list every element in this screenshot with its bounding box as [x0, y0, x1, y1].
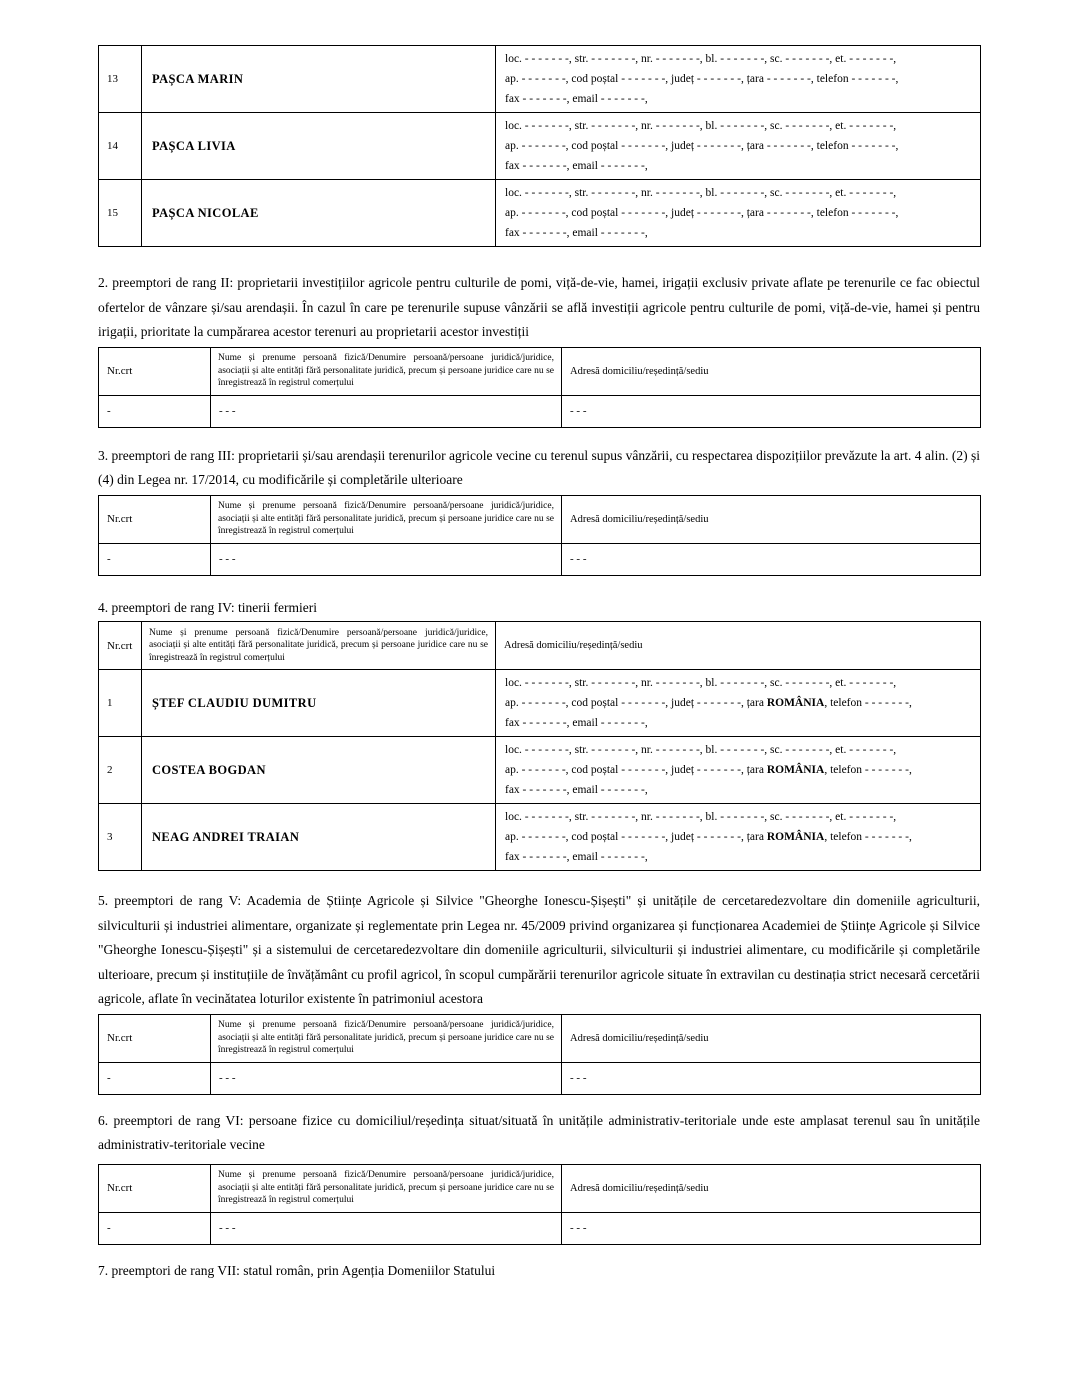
empty-row [99, 395, 981, 427]
address-line-2: ap. - - - - - - -, cod poștal - - - - - - -, județ - - - - - - -, țara ROMÂNIA, telefon - - - - - - -, [505, 831, 912, 843]
name-cell: - - - [211, 395, 562, 427]
address-line-1: loc. - - - - - - -, str. - - - - - - -, nr. - - - - - - -, bl. - - - - - - -, sc. - - - - - - -, et. - - - - - - -, [505, 744, 897, 756]
nr-header-cell: Nr.crt [99, 1014, 211, 1062]
address-line-1: loc. - - - - - - -, str. - - - - - - -, nr. - - - - - - -, bl. - - - - - - -, sc. - - - - - - -, et. - - - - - - -, [505, 677, 897, 689]
address-line-1: loc. - - - - - - -, str. - - - - - - -, nr. - - - - - - -, bl. - - - - - - -, sc. - - - - - - -, et. - - - - - - -, [505, 120, 897, 132]
address-line-1: loc. - - - - - - -, str. - - - - - - -, nr. - - - - - - -, bl. - - - - - - -, sc. - - - - - - -, et. - - - - - - -, [505, 811, 897, 823]
address-header-cell: Adresă domiciliu/reședință/sediu [562, 1164, 981, 1212]
row-number-cell: 15 [99, 180, 142, 247]
table-header-row [99, 495, 981, 543]
address-cell [496, 180, 981, 247]
section-rang7-paragraph: 7. preemptori de rang VII: statul român, prin Agenția Domeniilor Statului [98, 1262, 496, 1278]
address-line-3: fax - - - - - - -, email - - - - - - -, [505, 717, 648, 729]
name-cell: NEAG ANDREI TRAIAN [142, 804, 496, 871]
table-row [99, 804, 981, 871]
address-header-cell: Adresă domiciliu/reședință/sediu [562, 495, 981, 543]
address-header-cell: Adresă domiciliu/reședință/sediu [496, 622, 981, 670]
table-header-row [99, 622, 981, 670]
row-number-cell: - [99, 543, 211, 575]
address-cell [496, 113, 981, 180]
address-line-2: ap. - - - - - - -, cod poștal - - - - - - -, județ - - - - - - -, țara - - - - - - -, telefon - - - - - - -, [505, 140, 899, 152]
empty-row [99, 1062, 981, 1094]
name-cell: - - - [211, 1212, 562, 1244]
rang2-table [98, 347, 981, 428]
address-line-2: ap. - - - - - - -, cod poștal - - - - - - -, județ - - - - - - -, țara - - - - - - -, telefon - - - - - - -, [505, 73, 899, 85]
address-line-3: fax - - - - - - -, email - - - - - - -, [505, 784, 648, 796]
section-rang6-paragraph: 6. preemptori de rang VI: persoane fizice cu domiciliul/reședința situat/situată în unitățile administrativ-teritoriale unde este amplasat terenul sau în unitățile administrativ-teritoriale vecine [98, 1112, 980, 1152]
nr-header-cell: Nr.crt [99, 1164, 211, 1212]
address-line-3: fax - - - - - - -, email - - - - - - -, [505, 160, 648, 172]
address-line-3: fax - - - - - - -, email - - - - - - -, [505, 227, 648, 239]
section-rang5-paragraph: 5. preemptori de rang V: Academia de Științe Agricole și Silvice "Gheorghe Ionescu-Șișești" și unitățile de cercetaredezvoltare din domeniile agriculturii, silviculturii și industriei alimentare, organizate și reglementate prin Legea nr. 45/2009 privind organizarea și funcționarea Academiei de Științe Agricole și Silvice "Gheorghe Ionescu-Șișești" și a sistemului de cercetaredezvoltare din domeniile agriculturii, silviculturii și industriei alimentare, cu modificările și completările ulterioare, precum și instituțiile de învățământ cu profil agricol, în scopul cumpărării terenurilor agricole situate în extravilan cu destinația strict necesară cercetării agricole, aflate în vecinătatea loturilor existente în patrimoniul acestora [98, 893, 980, 1006]
row-number-cell: 3 [99, 804, 142, 871]
section-rang4-title: 4. preemptori de rang IV: tinerii fermieri [98, 599, 318, 615]
rang6-table [98, 1164, 981, 1245]
row-number-cell: - [99, 1062, 211, 1094]
rang4-table [98, 621, 981, 871]
row-number-cell: 13 [99, 46, 142, 113]
address-cell [496, 737, 981, 804]
section-rang3-paragraph: 3. preemptori de rang III: proprietarii și/sau arendașii terenurilor agricole vecine cu terenul supus vânzării, cu respectarea dispozițiilor prevăzute la art. 4 alin. (2) și (4) din Legea nr. 17/2014, cu modificările și completările ulterioare [98, 447, 980, 487]
name-cell: PAȘCA NICOLAE [142, 180, 496, 247]
name-cell: PAȘCA LIVIA [142, 113, 496, 180]
name-cell: COSTEA BOGDAN [142, 737, 496, 804]
address-line-3: fax - - - - - - -, email - - - - - - -, [505, 851, 648, 863]
rang1-continuation-table [98, 45, 981, 247]
table-row [99, 46, 981, 113]
table-row [99, 737, 981, 804]
name-header-cell: Nume și prenume persoană fizică/Denumire persoană/persoane juridică/juridice, asociații și alte entități fără personalitate juridică, precum și persoane juridice care nu se înregistrează în registrul comerțului [211, 1014, 562, 1062]
name-cell: - - - [211, 1062, 562, 1094]
row-number-cell: 14 [99, 113, 142, 180]
address-line-2: ap. - - - - - - -, cod poștal - - - - - - -, județ - - - - - - -, țara - - - - - - -, telefon - - - - - - -, [505, 207, 899, 219]
table-header-row [99, 1014, 981, 1062]
empty-row [99, 543, 981, 575]
table-row [99, 113, 981, 180]
name-header-cell: Nume și prenume persoană fizică/Denumire persoană/persoane juridică/juridice, asociații și alte entități fără personalitate juridică, precum și persoane juridice care nu se înregistrează în registrul comerțului [211, 495, 562, 543]
country-value: ROMÂNIA [766, 831, 825, 843]
address-cell: - - - [562, 395, 981, 427]
address-cell: - - - [562, 1062, 981, 1094]
name-cell: PAȘCA MARIN [142, 46, 496, 113]
address-header-cell: Adresă domiciliu/reședință/sediu [562, 347, 981, 395]
rang5-table [98, 1014, 981, 1095]
address-header-cell: Adresă domiciliu/reședință/sediu [562, 1014, 981, 1062]
name-cell: - - - [211, 543, 562, 575]
name-cell: ȘTEF CLAUDIU DUMITRU [142, 670, 496, 737]
address-line-2: ap. - - - - - - -, cod poștal - - - - - - -, județ - - - - - - -, țara ROMÂNIA, telefon - - - - - - -, [505, 764, 912, 776]
nr-header-cell: Nr.crt [99, 622, 142, 670]
name-header-cell: Nume și prenume persoană fizică/Denumire persoană/persoane juridică/juridice, asociații și alte entități fără personalitate juridică, precum și persoane juridice care nu se înregistrează în registrul comerțului [211, 347, 562, 395]
section-rang2-paragraph: 2. preemptori de rang II: proprietarii investițiilor agricole pentru culturile de pomi, viță-de-vie, hamei, irigații exclusiv private aflate pe terenurile ce fac obiectul ofertelor de vânzare și/sau arendașii. În cazul în care pe terenurile supuse vânzării se află investiții agricole pentru culturile de pomi, viță-de-vie, hamei și pentru irigații, prioritate la cumpărarea acestor terenuri au proprietarii acestor investiții [98, 275, 980, 339]
address-line-2: ap. - - - - - - -, cod poștal - - - - - - -, județ - - - - - - -, țara ROMÂNIA, telefon - - - - - - -, [505, 697, 912, 709]
table-row [99, 670, 981, 737]
address-cell: - - - [562, 1212, 981, 1244]
address-line-3: fax - - - - - - -, email - - - - - - -, [505, 93, 648, 105]
address-cell [496, 46, 981, 113]
nr-header-cell: Nr.crt [99, 495, 211, 543]
rang3-table [98, 495, 981, 576]
row-number-cell: 2 [99, 737, 142, 804]
empty-row [99, 1212, 981, 1244]
address-cell [496, 804, 981, 871]
row-number-cell: - [99, 395, 211, 427]
table-row [99, 180, 981, 247]
row-number-cell: - [99, 1212, 211, 1244]
address-cell [496, 670, 981, 737]
country-value: ROMÂNIA [766, 697, 825, 709]
row-number-cell: 1 [99, 670, 142, 737]
name-header-cell: Nume și prenume persoană fizică/Denumire persoană/persoane juridică/juridice, asociații și alte entități fără personalitate juridică, precum și persoane juridice care nu se înregistrează în registrul comerțului [211, 1164, 562, 1212]
table-header-row [99, 347, 981, 395]
address-cell: - - - [562, 543, 981, 575]
address-line-1: loc. - - - - - - -, str. - - - - - - -, nr. - - - - - - -, bl. - - - - - - -, sc. - - - - - - -, et. - - - - - - -, [505, 187, 897, 199]
address-line-1: loc. - - - - - - -, str. - - - - - - -, nr. - - - - - - -, bl. - - - - - - -, sc. - - - - - - -, et. - - - - - - -, [505, 53, 897, 65]
name-header-cell: Nume și prenume persoană fizică/Denumire persoană/persoane juridică/juridice, asociații și alte entități fără personalitate juridică, precum și persoane juridice care nu se înregistrează în registrul comerțului [142, 622, 496, 670]
nr-header-cell: Nr.crt [99, 347, 211, 395]
country-value: ROMÂNIA [766, 764, 825, 776]
table-header-row [99, 1164, 981, 1212]
